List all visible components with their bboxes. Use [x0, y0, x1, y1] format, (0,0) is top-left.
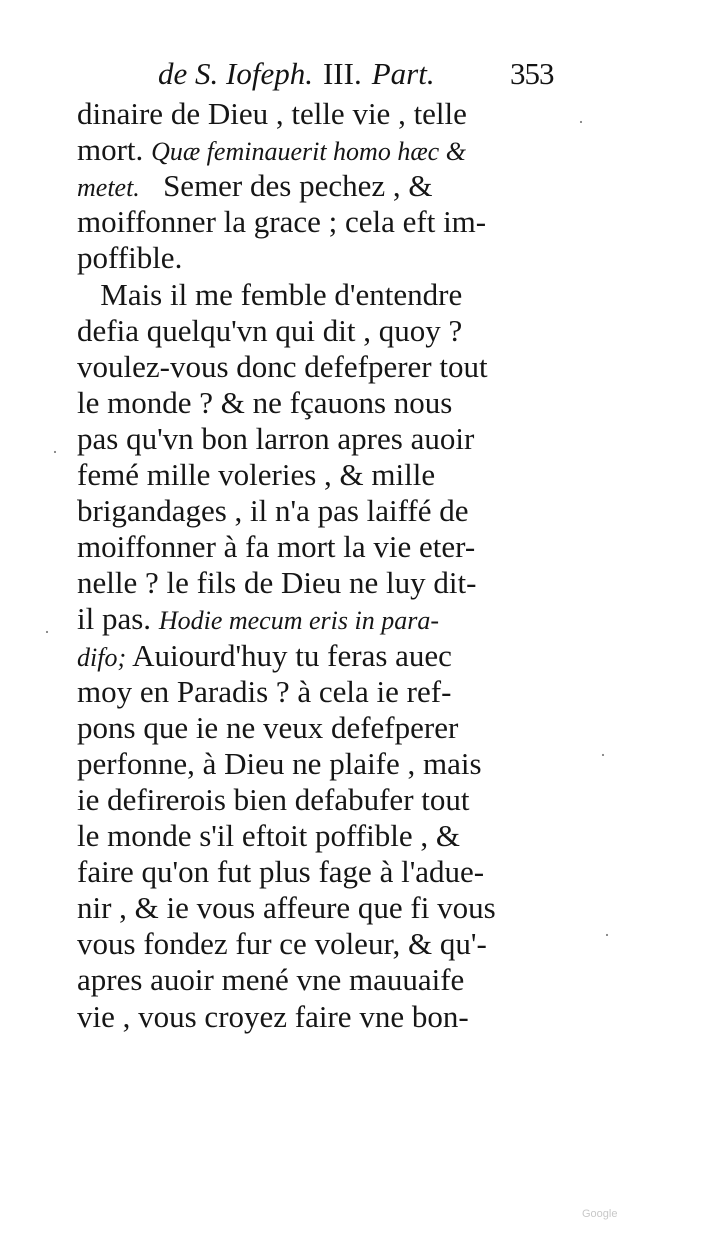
line-text: le monde ? & ne fçauons nous [77, 384, 453, 420]
line-text: voulez-vous donc defefperer tout [77, 348, 488, 384]
line-text: apres auoir mené vne mauuaife [77, 962, 465, 998]
text-line [77, 132, 466, 170]
text-line [77, 674, 451, 712]
latin-quote: Quæ feminauerit homo hæc & [151, 137, 466, 167]
line-text: pas qu'vn bon larron apres auoir [77, 420, 475, 456]
latin-quote: Hodie mecum eris in para- [158, 606, 439, 636]
line-text: poffible. [77, 240, 183, 276]
text-line [77, 349, 488, 387]
line-text: vous fondez fur ce voleur, & qu'- [77, 926, 487, 962]
text-line [77, 926, 487, 964]
line-text: perfonne, à Dieu ne plaife , mais [77, 745, 482, 781]
line-text: faire qu'on fut plus fage à l'adue- [77, 854, 485, 890]
text-line [77, 890, 496, 928]
margin-speck: · [578, 112, 584, 132]
line-text: Mais il me femble d'entendre [77, 276, 463, 312]
part-label: Part. [371, 56, 435, 91]
line-text: vie , vous croyez faire vne bon- [77, 998, 469, 1034]
line-text: nir , & ie vous affeure que fi vous [77, 890, 496, 926]
line-text: Auiourd'huy tu feras auec [126, 637, 452, 673]
line-text: Semer des pechez , & [139, 168, 433, 204]
line-text: le monde s'il eftoit poffible , & [77, 818, 460, 853]
text-line [77, 421, 474, 459]
line-text: moy en Paradis ? à cela ie ref- [77, 673, 452, 709]
line-text: mort. [77, 132, 152, 168]
text-line [77, 746, 482, 784]
text-line [77, 457, 435, 495]
margin-speck: · [52, 442, 58, 462]
page-number: 353 [510, 56, 554, 91]
text-line [77, 854, 484, 892]
running-title: de S. Iofeph. [158, 56, 313, 91]
text-line [77, 493, 469, 531]
text-line [77, 818, 460, 856]
text-line [77, 601, 439, 639]
watermark: Google [582, 1208, 618, 1220]
text-line [77, 277, 462, 315]
text-line [77, 962, 464, 1000]
line-text: ie defirerois bien defabufer tout [77, 781, 470, 817]
text-line [77, 710, 458, 748]
text-line [77, 385, 452, 423]
text-line [77, 529, 475, 567]
line-text: il pas. [77, 601, 159, 637]
text-line [77, 313, 462, 351]
line-text: defia quelqu'vn qui dit , quoy ? [77, 312, 463, 348]
text-line [77, 638, 452, 676]
line-text: brigandages , il n'a pas laiffé de [77, 493, 469, 529]
text-line [77, 999, 469, 1037]
line-text: pons que ie ne veux defefperer [77, 709, 459, 745]
part-number: III. [322, 56, 362, 91]
line-text: moiffonner la grace ; cela eft im- [77, 204, 487, 240]
latin-quote: difo; [77, 642, 127, 672]
text-line [77, 96, 467, 134]
text-line [77, 204, 486, 242]
latin-quote: metet. [77, 173, 140, 203]
margin-speck: · [604, 925, 610, 945]
line-text: dinaire de Dieu , telle vie , telle [77, 96, 467, 131]
text-line [77, 168, 432, 206]
line-text: femé mille voleries , & mille [77, 457, 436, 492]
line-text: nelle ? le fils de Dieu ne luy dit- [77, 565, 477, 601]
text-line [77, 240, 182, 278]
text-line [77, 782, 470, 820]
line-text: moiffonner à fa mort la vie eter- [77, 529, 476, 565]
text-line [77, 565, 476, 603]
margin-speck: · [44, 622, 50, 642]
margin-speck: · [600, 745, 606, 765]
